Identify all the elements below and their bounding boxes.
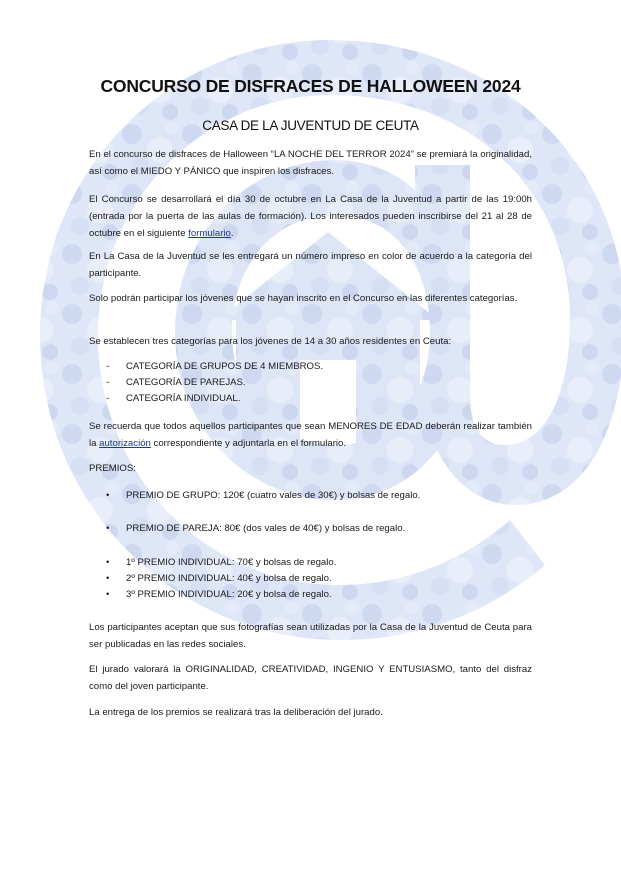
premios-heading: PREMIOS: (89, 463, 136, 474)
minors-text-end: correspondiente y adjuntarla en el formulario. (150, 438, 347, 449)
dash-marker: - (106, 361, 110, 372)
schedule-text-end: . (230, 228, 234, 239)
photos-paragraph: Los participantes aceptan que sus fotografías sean utilizadas por la Casa de la Juventud de Ceuta para ser publicadas en las redes sociales. (89, 622, 532, 650)
number-paragraph: En La Casa de la Juventud se les entregará un número impreso en color de acuerdo a la categoría del participante. (89, 251, 532, 279)
autorizacion-link[interactable]: autorización (99, 438, 151, 449)
document-subtitle: CASA DE LA JUVENTUD DE CEUTA (202, 118, 419, 133)
category-label: CATEGORÍA DE GRUPOS DE 4 MIEMBROS. (126, 361, 324, 372)
schedule-paragraph (89, 191, 532, 242)
list-item (106, 521, 405, 537)
list-item (106, 488, 420, 504)
list-item (106, 555, 336, 571)
categories-list (106, 359, 532, 407)
list-item (106, 359, 532, 375)
prize-individual-label: 1º PREMIO INDIVIDUAL: 70€ y bolsas de regalo. (126, 557, 337, 568)
schedule-text: El Concurso se desarrollará el día 30 de octubre en La Casa de la Juventud a partir de las 19:00h (entrada por la puerta de las aulas de formación). Los interesados pueden inscribirse del 21 al 28 de octubre en el siguiente (89, 194, 532, 239)
minors-text: Se recuerda que todos aquellos participantes que sean MENORES DE EDAD deberán realizar también la (89, 421, 532, 449)
list-item (106, 587, 332, 603)
category-label: CATEGORÍA DE PAREJAS. (126, 377, 246, 388)
list-item (106, 571, 332, 587)
intro-paragraph: En el concurso de disfraces de Halloween “LA NOCHE DEL TERROR 2024” se premiará la originalidad, así como el MIEDO Y PÁNICO que inspiren los disfraces. (89, 149, 532, 177)
list-item (106, 391, 532, 407)
prize-individual-label: 2º PREMIO INDIVIDUAL: 40€ y bolsa de regalo. (126, 573, 332, 584)
categories-intro: Se establecen tres categorías para los jóvenes de 14 a 30 años residentes en Ceuta: (89, 336, 452, 347)
dash-marker: - (106, 393, 110, 404)
bullet-marker: • (106, 557, 110, 568)
document-title: CONCURSO DE DISFRACES DE HALLOWEEN 2024 (100, 76, 521, 96)
prize-individual-label: 3º PREMIO INDIVIDUAL: 20€ y bolsa de regalo. (126, 589, 332, 600)
bullet-marker: • (106, 523, 110, 534)
prize-group-label: PREMIO DE GRUPO: 120€ (cuatro vales de 30€) y bolsas de regalo. (126, 490, 421, 501)
minors-paragraph (89, 418, 532, 452)
bullet-marker: • (106, 573, 110, 584)
dash-marker: - (106, 377, 110, 388)
category-label: CATEGORÍA INDIVIDUAL. (126, 393, 241, 404)
bullet-marker: • (106, 589, 110, 600)
list-item (106, 375, 532, 391)
bullet-marker: • (106, 490, 110, 501)
prize-pair-label: PREMIO DE PAREJA: 80€ (dos vales de 40€) y bolsas de regalo. (126, 523, 406, 534)
eligibility-paragraph: Solo podrán participar los jóvenes que se hayan inscrito en el Concurso en las diferentes categorías. (89, 293, 518, 304)
jury-paragraph: El jurado valorará la ORIGINALIDAD, CREATIVIDAD, INGENIO Y ENTUSIASMO, tanto del disfraz como del joven participante. (89, 664, 532, 692)
awards-paragraph: La entrega de los premios se realizará tras la deliberación del jurado. (89, 707, 383, 718)
formulario-link[interactable]: formulario (188, 228, 231, 239)
